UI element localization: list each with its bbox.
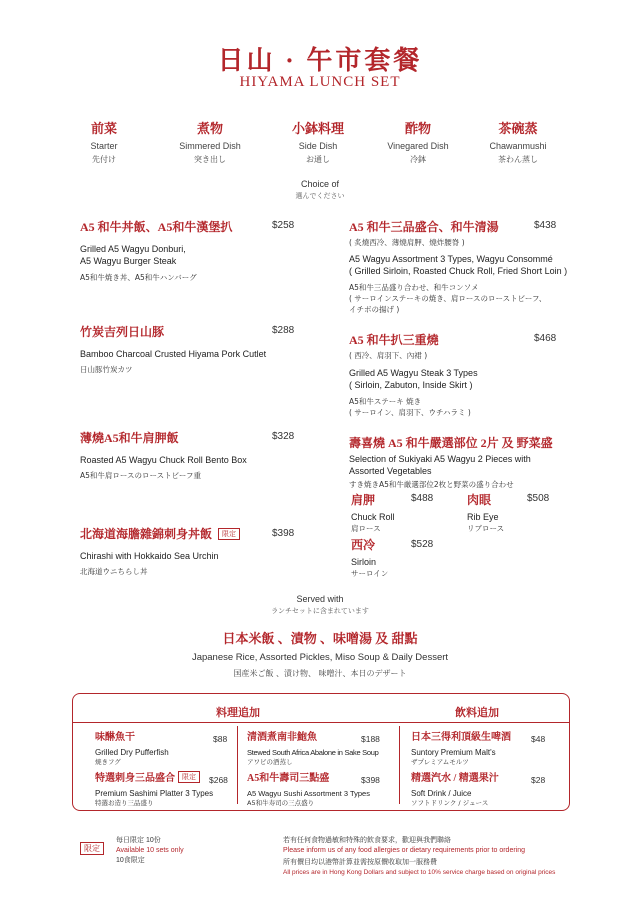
addon-price: $88 [213, 734, 228, 744]
main-sanpin [349, 218, 589, 315]
course-zh: 煮物 [196, 121, 223, 136]
limited-badge: 限定 [178, 771, 200, 783]
cut-jp: リブロース [467, 524, 505, 533]
addon-price: $268 [209, 775, 228, 785]
item-name-jp-2: ( サーロインステーキの焼き、肩ロースのローストビーフ、 [349, 294, 547, 303]
allergy-zh: 若有任何食物過敏和特殊的飲食要求，歡迎與我們聯絡 [283, 837, 451, 844]
item-name-zh: 北海道海膽雜錦刺身丼飯 [80, 527, 213, 541]
addon-divider-vertical [399, 726, 400, 804]
course-zh: 茶碗蒸 [498, 121, 538, 136]
item-sub-zh: ( 西冷、肩羽下、內裙 ) [349, 351, 428, 360]
item-name-jp: 北海道ウニちらし丼 [80, 567, 148, 576]
drink-addon-heading: 飲料追加 [455, 707, 499, 719]
addon-jp: 特選お造り三品盛り [95, 799, 154, 807]
course-jp: 茶わん蒸し [498, 155, 538, 164]
addon-jp: 焼きフグ [95, 758, 121, 766]
item-name-en-2: ( Sirloin, Zabuton, Inside Skirt ) [349, 380, 473, 390]
course-en: Side Dish [298, 141, 338, 151]
allergy-en: Please inform us of any food allergies or dietary requirements prior to ordering [283, 847, 526, 854]
course-starter [54, 118, 154, 165]
price-note-en: All prices are in Hong Kong Dollars and subject to 10% service charge based on original prices [283, 869, 556, 876]
addon-jp: アワビの酒蒸し [247, 758, 293, 766]
addon-en: Soft Drink / Juice [411, 789, 472, 798]
footer-notes [283, 836, 583, 878]
addon-divider [73, 722, 569, 723]
sides-jp: 国産米ご飯 、漬け物、 味噌汁、本日のデザート [233, 669, 407, 678]
item-name-zh: A5 和牛三品盛合、和牛清湯 [349, 220, 499, 234]
addon-divider-vertical [237, 726, 238, 804]
price-note-zh: 所有價目均以港幣計算並需按原價收取加一服務費 [283, 859, 437, 866]
item-name-en-2: A5 Wagyu Burger Steak [80, 256, 177, 266]
item-name-jp: A5和牛焼き丼、A5和牛ハンバーグ [80, 273, 197, 282]
addon-zh: 精選汽水 / 精選果汁 [411, 773, 499, 784]
course-jp: お通し [306, 155, 330, 164]
addon-en: Stewed South Africa Abalone in Sake Soup [247, 748, 379, 757]
item-name-zh: 竹炭吉列日山豚 [80, 325, 165, 339]
cut-jp: サーロイン [351, 569, 389, 578]
addon-soft-drink [411, 769, 541, 808]
cut-jp: 肩ロース [351, 524, 381, 533]
addon-zh: 日本三得利頂級生啤酒 [411, 732, 511, 743]
main-sanju [349, 331, 589, 418]
addon-zh: 味醂魚干 [95, 732, 135, 743]
item-name-zh: A5 和牛丼飯、A5和牛漢堡扒 [80, 220, 233, 234]
price: $258 [272, 220, 295, 231]
limited-badge: 限定 [218, 528, 240, 540]
menu-title-en: HIYAMA LUNCH SET [239, 74, 401, 90]
course-zh: 酢物 [404, 121, 431, 136]
item-name-jp: すき焼きA5和牛厳選部位2枚と野菜の盛り合わせ [349, 480, 514, 489]
course-simmered [160, 118, 260, 165]
price: $468 [534, 333, 557, 344]
served-with [0, 594, 640, 616]
item-name-jp: A5和牛三品盛り合わせ、和牛コンソメ [349, 283, 479, 292]
item-name-jp: A5和牛ステーキ 焼き [349, 397, 422, 406]
course-en: Vinegared Dish [387, 141, 449, 151]
item-name-en: Grilled A5 Wagyu Steak 3 Types [349, 368, 478, 378]
cut-en: Rib Eye [467, 512, 499, 522]
item-name-zh: A5 和牛扒三重燒 [349, 333, 439, 347]
addon-beer [411, 728, 541, 767]
cut-zh: 肉眼 [467, 493, 492, 507]
item-name-jp: A5和牛肩ロースのローストビーフ重 [80, 471, 201, 480]
main-sukiyaki [349, 434, 589, 490]
price: $508 [527, 493, 550, 504]
item-name-en: Selection of Sukiyaki A5 Wagyu 2 Pieces with [349, 454, 531, 464]
cut-zh: 西冷 [351, 538, 376, 552]
item-name-jp-2: ( サーロイン、肩羽下、ウチハラミ ) [349, 408, 471, 417]
choice-jp: 選んでください [295, 192, 345, 200]
addon-jp: ザプレミアムモルツ [411, 758, 469, 766]
item-name-en-2: ( Grilled Sirloin, Roasted Chuck Roll, Fried Short Loin ) [349, 266, 568, 276]
addon-en: Suntory Premium Malt's [411, 748, 496, 757]
addon-en: Grilled Dry Pufferfish [95, 748, 169, 757]
price: $328 [272, 431, 295, 442]
item-name-en-2: Assorted Vegetables [349, 466, 432, 476]
course-zh: 小鉢料理 [291, 121, 344, 136]
course-en: Starter [90, 141, 118, 151]
served-en: Served with [296, 594, 344, 604]
sides-zh: 日本米飯 、漬物 、味噌湯 及 甜點 [222, 631, 418, 646]
course-en: Chawanmushi [489, 141, 547, 151]
item-name-zh: 薄燒A5和牛肩胛飯 [80, 431, 179, 445]
item-name-jp-3: イチボの揚げ ) [349, 305, 400, 314]
course-jp: 突き出し [194, 155, 226, 164]
served-jp: ランチセットに含まれています [271, 607, 369, 615]
choice-of [0, 179, 640, 201]
price: $288 [272, 325, 295, 336]
price: $528 [411, 539, 434, 550]
course-side [268, 118, 368, 165]
footer-limited [80, 838, 104, 856]
menu-title-zh: 日山 · 午市套餐 [217, 46, 423, 75]
addon-jp: ソフトドリンク / ジュース [411, 799, 489, 807]
addon-zh: 清酒煮南非鮑魚 [247, 732, 317, 743]
cut-en: Sirloin [351, 557, 377, 567]
addon-price: $28 [531, 775, 546, 785]
course-jp: 冷鉢 [410, 155, 426, 164]
addon-price: $398 [361, 775, 380, 785]
addon-zh: A5和牛壽司三點盛 [247, 773, 330, 784]
item-name-en: Roasted A5 Wagyu Chuck Roll Bento Box [80, 455, 247, 465]
item-name-en: Bamboo Charcoal Crusted Hiyama Pork Cutlet [80, 349, 267, 359]
item-name-jp: 日山豚竹炭カツ [80, 365, 133, 374]
item-name-en: Grilled A5 Wagyu Donburi, [80, 244, 186, 254]
footer-limit-info [116, 836, 184, 866]
price: $488 [411, 493, 434, 504]
limit-jp: 10食限定 [116, 857, 145, 864]
cut-chuck-roll [351, 491, 451, 534]
course-zh: 前菜 [90, 121, 117, 136]
addon-zh: 特選刺身三品盛合 [95, 773, 175, 784]
sides [0, 628, 640, 679]
addon-price: $188 [361, 734, 380, 744]
item-name-zh: 壽喜燒 A5 和牛嚴選部位 2片 及 野菜盛 [349, 436, 553, 450]
addon-en: A5 Wagyu Sushi Assortment 3 Types [247, 789, 370, 798]
cut-zh: 肩胛 [351, 493, 376, 507]
course-vinegared [368, 118, 468, 165]
addon-en: Premium Sashimi Platter 3 Types [95, 789, 214, 798]
price: $438 [534, 220, 557, 231]
item-sub-zh: ( 炙燒西冷、薄燒肩胛、燒炸腰脊 ) [349, 238, 465, 247]
course-en: Simmered Dish [179, 141, 241, 151]
limited-badge: 限定 [80, 842, 104, 855]
course-jp: 先付け [92, 155, 116, 164]
item-name-en: A5 Wagyu Assortment 3 Types, Wagyu Consommé [349, 254, 553, 264]
food-addon-heading: 料理追加 [216, 707, 260, 719]
limit-zh: 每日限定 10份 [116, 837, 161, 844]
addon-box [72, 693, 570, 811]
sides-en: Japanese Rice, Assorted Pickles, Miso Soup & Daily Dessert [191, 652, 449, 663]
addon-jp: A5和牛寿司の三点盛り [247, 799, 315, 807]
choice-en: Choice of [300, 179, 340, 189]
course-chawanmushi [468, 118, 568, 165]
item-name-en: Chirashi with Hokkaido Sea Urchin [80, 551, 219, 561]
addon-price: $48 [531, 734, 546, 744]
price: $398 [272, 528, 295, 539]
cut-rib-eye [467, 491, 567, 534]
cut-sirloin [351, 536, 451, 579]
limit-en: Available 10 sets only [116, 847, 184, 854]
cut-en: Chuck Roll [351, 512, 395, 522]
